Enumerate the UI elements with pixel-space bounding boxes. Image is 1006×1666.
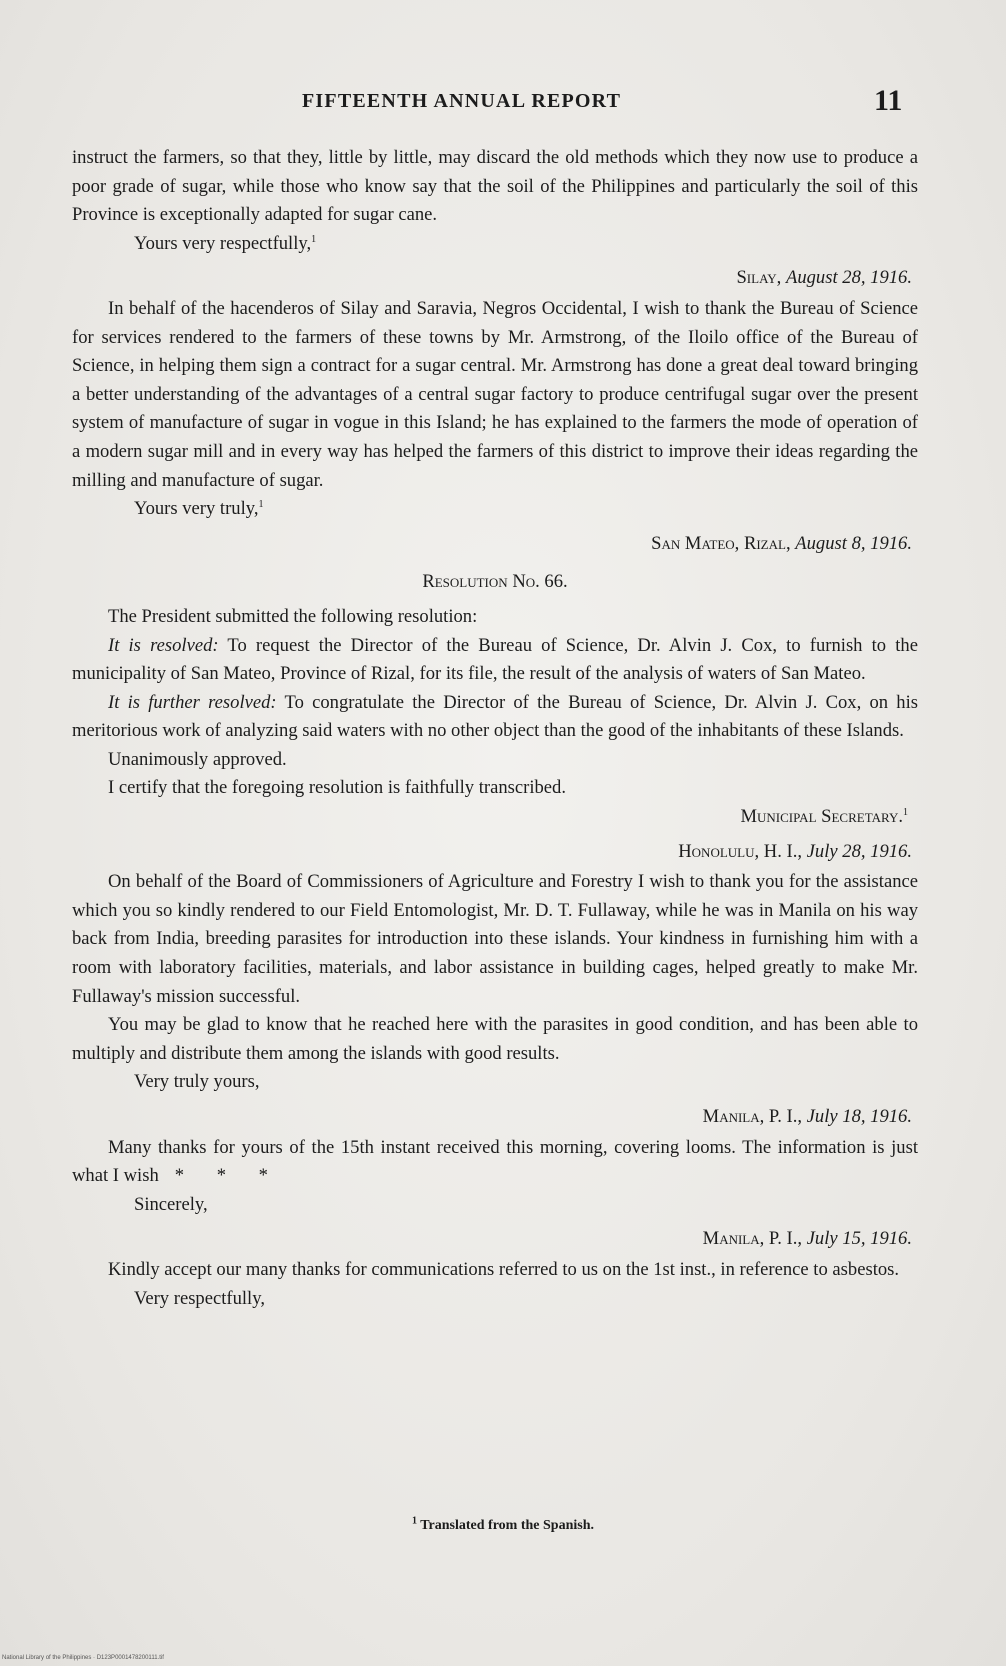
- clause-text: To congratulate the Director of the Bureau of Science, Dr. Alvin J. Cox, on his meritorious work of analyzing said waters with no other object than the good of the inhabitants of these Islands.: [72, 691, 918, 742]
- letter-dateline: [72, 1225, 918, 1254]
- dateline-place: Honolulu, H. I.,: [678, 840, 802, 862]
- clause-label: It is further resolved:: [108, 691, 277, 713]
- clause-label: It is resolved:: [108, 634, 219, 656]
- letter-body: In behalf of the hacenderos of Silay and Saravia, Negros Occidental, I wish to thank the Bureau of Science for services rendered to the farmers of these towns by Mr. Armstrong, of the Iloilo office of the Bureau of Science, in helping them sign a contract for a sugar central. Mr. Armstrong has done a great deal toward bringing a better understanding of the advantages of a central sugar factory to produce centrifugal sugar over the present system of manufacture of sugar in vogue in this Island; he has explained to the farmers the mode of operation of a modern sugar mill and in every way has helped the farmers of this district to improve their ideas regarding the milling and manufacture of sugar.: [72, 297, 918, 491]
- footnote-marker: 1: [412, 1515, 417, 1527]
- ellipsis-stars: * * *: [174, 1165, 282, 1187]
- certification-line: I certify that the foregoing resolution is faithfully transcribed.: [108, 777, 566, 799]
- letter-body: [72, 1134, 918, 1191]
- resolution-intro: The President submitted the following resolution:: [108, 605, 478, 627]
- dateline-date: July 15, 1916.: [806, 1228, 912, 1250]
- letter-closing: [72, 230, 918, 259]
- page-header: [0, 86, 1006, 126]
- footnote-ref: 1: [258, 498, 264, 510]
- letter-dateline: [72, 838, 918, 867]
- dateline-date: July 28, 1916.: [806, 840, 912, 862]
- signature-text: Municipal Secretary.: [740, 806, 903, 828]
- resolution-clause: [72, 689, 918, 746]
- resolution-heading: Resolution No. 66.: [422, 571, 568, 593]
- dateline-date: August 8, 1916.: [795, 532, 912, 554]
- continued-paragraph: instruct the farmers, so that they, little by little, may discard the old methods which they now use to produce a poor grade of sugar, while those who know say that the soil of the Philippines and particularly the soil of this Province is exceptionally adapted for sugar cane.: [72, 147, 918, 226]
- approval-line: Unanimously approved.: [108, 748, 287, 770]
- dateline-place: Manila, P. I.,: [702, 1228, 802, 1250]
- page-body: [72, 144, 918, 1313]
- footnote-ref: 1: [903, 806, 908, 818]
- letter-body: On behalf of the Board of Commissioners of Agriculture and Forestry I wish to thank you for the assistance which you so kindly rendered to our Field Entomologist, Mr. D. T. Fullaway, while he was in Manila on his way back from India, breeding parasites for introduction into these islands. Your kindness in furnishing him with a room with laboratory facilities, materials, and labor assistance in building cages, helped greatly to make Mr. Fullaway's mission successful.: [72, 871, 918, 1007]
- footnote-text: Translated from the Spanish.: [420, 1518, 594, 1533]
- catalog-stamp: National Library of the Philippines · D123P0001478200111.tif: [2, 1655, 164, 1661]
- letter-dateline: [72, 264, 918, 293]
- letter-closing: Very truly yours,: [134, 1071, 260, 1093]
- letter-closing: Very respectfully,: [134, 1287, 265, 1309]
- running-title: FIFTEENTH ANNUAL REPORT: [302, 90, 622, 112]
- resolution-clause: [72, 632, 918, 689]
- letter-closing: Sincerely,: [134, 1193, 208, 1215]
- letter-text: Many thanks for yours of the 15th instant received this morning, covering looms. The information is just what I wish: [72, 1136, 918, 1187]
- dateline-date: July 18, 1916.: [806, 1106, 912, 1127]
- letter-closing: [72, 495, 918, 524]
- footnote-ref: 1: [311, 233, 317, 245]
- closing-text: Yours very respectfully,: [134, 232, 312, 254]
- dateline-place: Silay,: [736, 267, 782, 289]
- dateline-place: Manila, P. I.,: [702, 1106, 802, 1127]
- footnote: [0, 1515, 1006, 1534]
- letter-body: Kindly accept our many thanks for communications referred to us on the 1st inst., in reference to asbestos.: [108, 1258, 900, 1280]
- signature-line: [72, 803, 918, 832]
- page-number: 11: [874, 84, 903, 117]
- clause-text: To request the Director of the Bureau of Science, Dr. Alvin J. Cox, to furnish to the municipality of San Mateo, Province of Rizal, for its file, the result of the analysis of waters of San Mateo.: [72, 634, 918, 685]
- letter-dateline: [72, 530, 918, 559]
- letter-body: You may be glad to know that he reached here with the parasites in good condition, and has been able to multiply and distribute them among the islands with good results.: [72, 1014, 918, 1064]
- letter-dateline: [72, 1103, 918, 1132]
- dateline-date: August 28, 1916.: [785, 267, 912, 289]
- closing-text: Yours very truly,: [134, 498, 259, 520]
- dateline-place: San Mateo, Rizal,: [651, 532, 791, 554]
